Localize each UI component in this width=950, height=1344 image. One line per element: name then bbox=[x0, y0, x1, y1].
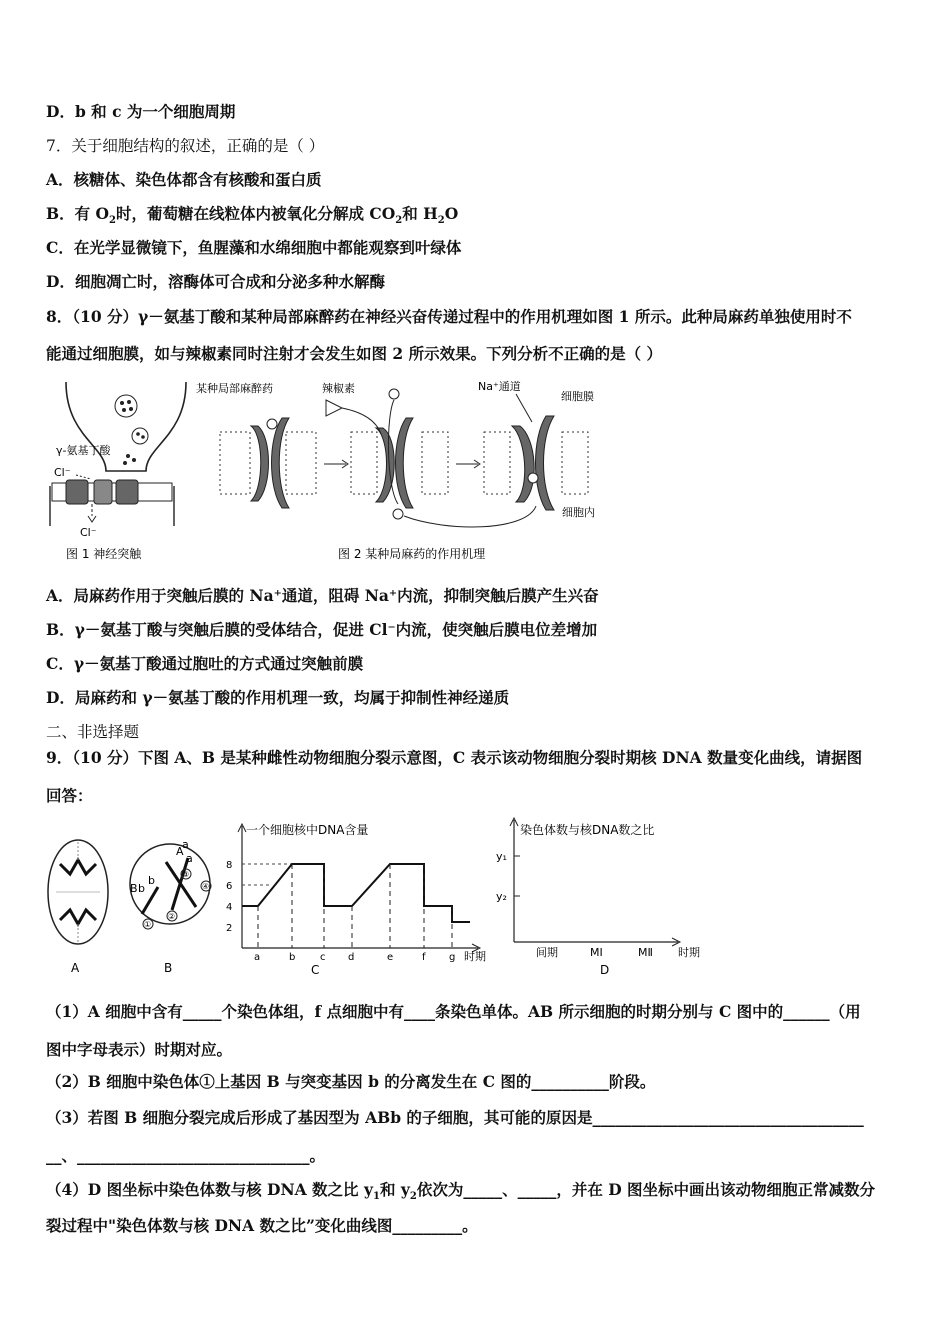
y-tick: 8 bbox=[226, 860, 233, 871]
x-tick: g bbox=[449, 952, 456, 963]
q9-p4-part: 和 y bbox=[379, 1180, 410, 1199]
inside-label: 细胞内 bbox=[562, 506, 595, 519]
membrane-panel bbox=[326, 389, 536, 527]
q7-option-b bbox=[46, 204, 458, 231]
x-tick: b bbox=[289, 952, 296, 963]
q9-part1-line1: （1）A 细胞中含有_____个染色体组，f 点细胞中有____条染色单体。AB 所示细胞的时期分别与 C 图中的______（用 bbox=[46, 1002, 861, 1021]
q9-part3-line1: （3）若图 B 细胞分裂完成后形成了基因型为 ABb 的子细胞，其可能的原因是___________________________________ bbox=[46, 1108, 864, 1127]
q8-figure bbox=[46, 376, 626, 568]
y1-tick: y₁ bbox=[496, 850, 507, 863]
q7-b-part: B．有 O bbox=[46, 204, 109, 223]
q7-b-sub: 2 bbox=[109, 215, 116, 227]
q9-part2: （2）B 细胞中染色体①上基因 B 与突变基因 b 的分离发生在 C 图的__________阶段。 bbox=[46, 1072, 656, 1091]
q8-stem-line2: 能通过细胞膜，如与辣椒素同时注射才会发生如图 2 所示效果。下列分析不正确的是（ ） bbox=[46, 344, 662, 363]
gene-label: B bbox=[130, 882, 138, 895]
q8-stem-line1: 8．（10 分）γ－氨基丁酸和某种局部麻醉药在神经兴奋传递过程中的作用机理如图 1 所示。此种局麻药单独使用时不 bbox=[46, 307, 852, 326]
label-c: C bbox=[311, 963, 320, 977]
chromosome-number: ③ bbox=[182, 870, 190, 879]
cl-top-label: Cl⁻ bbox=[54, 466, 71, 479]
chromosome-number: ④ bbox=[202, 882, 210, 891]
q9-stem-line1: 9．（10 分）下图 A、B 是某种雌性动物细胞分裂示意图，C 表示该动物细胞分裂时期核 DNA 数量变化曲线，请据图 bbox=[46, 748, 863, 767]
gaba-label: γ-氨基丁酸 bbox=[56, 444, 111, 457]
q9-p4-part: （4）D 图坐标中染色体数与核 DNA 数之比 y bbox=[46, 1180, 373, 1199]
label-b: B bbox=[164, 961, 173, 975]
y-tick: 6 bbox=[226, 881, 233, 892]
gene-label: a bbox=[182, 838, 189, 851]
q9-part1-line2: 图中字母表示）时期对应。 bbox=[46, 1040, 233, 1059]
gene-label: a bbox=[186, 852, 193, 865]
q7-b-part: 和 H bbox=[402, 204, 438, 223]
x-tick: MⅠ bbox=[590, 946, 603, 959]
gene-label: b bbox=[138, 882, 145, 895]
q7-b-part: 时，葡萄糖在线粒体内被氧化分解成 CO bbox=[115, 204, 396, 223]
q9-p4-sub: 2 bbox=[409, 1191, 417, 1203]
x-axis-unit: 时期 bbox=[678, 946, 700, 959]
x-axis-unit: 时期 bbox=[464, 950, 486, 963]
q7-b-part: O bbox=[444, 204, 459, 223]
x-tick: a bbox=[254, 952, 261, 963]
y-tick: 2 bbox=[226, 923, 233, 934]
membrane-panel bbox=[484, 416, 588, 510]
cl-bottom-label: Cl⁻ bbox=[80, 526, 97, 539]
mechanism-diagram bbox=[196, 380, 595, 561]
q9-part4-line2: 裂过程中"染色体数与核 DNA 数之比”变化曲线图_________。 bbox=[46, 1216, 478, 1235]
x-tick: d bbox=[348, 952, 355, 963]
cell-a bbox=[48, 840, 108, 975]
q9-figure bbox=[46, 812, 726, 982]
chromosome-number: ① bbox=[144, 920, 152, 929]
x-tick: 间期 bbox=[536, 946, 558, 959]
section-heading: 二、非选择题 bbox=[46, 723, 140, 741]
na-channel-label: Na⁺通道 bbox=[478, 380, 521, 393]
chart-c-title: 一个细胞核中DNA含量 bbox=[246, 823, 369, 837]
q7-option-c: C．在光学显微镜下，鱼腥藻和水绵细胞中都能观察到叶绿体 bbox=[46, 238, 462, 257]
q7-b-sub: 2 bbox=[395, 215, 403, 227]
q6-option-d: D．b 和 c 为一个细胞周期 bbox=[46, 102, 236, 121]
gene-label: A bbox=[176, 845, 184, 858]
x-tick: f bbox=[422, 952, 426, 963]
q9-p4-sub: 1 bbox=[372, 1191, 380, 1203]
y-tick: 4 bbox=[226, 902, 233, 913]
membrane-label: 细胞膜 bbox=[561, 390, 594, 403]
y2-tick: y₂ bbox=[496, 890, 507, 903]
label-a: A bbox=[71, 961, 80, 975]
q9-part3-line2: __、______________________________。 bbox=[46, 1146, 326, 1165]
q7-b-sub: 2 bbox=[437, 215, 445, 227]
ratio-chart bbox=[496, 818, 700, 977]
x-tick: c bbox=[320, 952, 326, 963]
q7-option-a: A．核糖体、染色体都含有核酸和蛋白质 bbox=[46, 170, 322, 189]
x-tick: MⅡ bbox=[638, 946, 653, 959]
anesthetic-label: 某种局部麻醉药 bbox=[196, 382, 273, 395]
chart-d-title: 染色体数与核DNA数之比 bbox=[520, 823, 655, 837]
x-tick: e bbox=[387, 952, 394, 963]
q8-option-b: B．γ－氨基丁酸与突触后膜的受体结合，促进 Cl⁻内流，使突触后膜电位差增加 bbox=[46, 620, 598, 639]
fig1-caption: 图 1 神经突触 bbox=[66, 547, 142, 561]
gene-label: b bbox=[148, 874, 155, 887]
label-d: D bbox=[600, 963, 610, 977]
membrane-panel bbox=[220, 418, 316, 508]
q8-option-c: C．γ－氨基丁酸通过胞吐的方式通过突触前膜 bbox=[46, 654, 364, 673]
q7-option-d: D．细胞凋亡时，溶酶体可合成和分泌多种水解酶 bbox=[46, 272, 385, 291]
capsaicin-label: 辣椒素 bbox=[322, 382, 355, 395]
synapse-diagram bbox=[50, 382, 186, 561]
q9-p4-part: 依次为_____、_____，并在 D 图坐标中画出该动物细胞正常减数分 bbox=[416, 1180, 876, 1199]
chromosome-number: ② bbox=[168, 912, 176, 921]
q9-stem-line2: 回答： bbox=[46, 786, 93, 805]
q7-stem: 7．关于细胞结构的叙述，正确的是（ ） bbox=[46, 137, 325, 155]
fig2-caption: 图 2 某种局麻药的作用机理 bbox=[338, 547, 486, 561]
q8-option-d: D．局麻药和 γ－氨基丁酸的作用机理一致，均属于抑制性神经递质 bbox=[46, 688, 510, 707]
q8-option-a: A．局麻药作用于突触后膜的 Na⁺通道，阻碍 Na⁺内流，抑制突触后膜产生兴奋 bbox=[46, 586, 599, 605]
dna-content-chart bbox=[226, 822, 486, 977]
cell-b bbox=[130, 838, 211, 975]
q9-part4-line1 bbox=[46, 1180, 875, 1207]
